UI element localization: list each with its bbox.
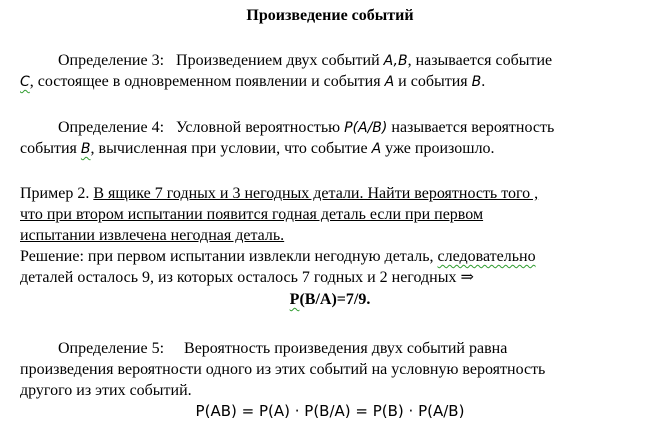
example2-label: Пример 2. bbox=[20, 185, 90, 202]
def4-text: Условной вероятностью bbox=[176, 119, 341, 136]
def4-text: события bbox=[20, 140, 77, 157]
def5-line3 bbox=[20, 381, 192, 401]
def4-line2 bbox=[20, 139, 495, 159]
def3-text: , состоящее в одновременном появлении и события bbox=[29, 73, 381, 90]
def5-line2 bbox=[20, 360, 545, 380]
result-symbol-p: P bbox=[289, 291, 300, 308]
example2-result bbox=[0, 290, 660, 310]
def4-text: называется вероятность bbox=[391, 119, 555, 136]
def5-text: Вероятность произведения двух событий равна bbox=[184, 340, 508, 357]
def4-symbol-pab: P(A/B) bbox=[344, 120, 388, 136]
def3-symbol-ab: A,B bbox=[383, 53, 408, 69]
solution-text: Решение: при первом испытании извлекли негодную деталь, bbox=[20, 248, 434, 265]
example2-solution-line1 bbox=[20, 247, 536, 267]
example2-line3 bbox=[20, 226, 284, 246]
def3-label: Определение 3: bbox=[58, 52, 165, 69]
multiplication-formula: P(AB) = P(A) · P(B/A) = P(B) · P(A/B) bbox=[195, 402, 465, 420]
example2-line1 bbox=[20, 184, 538, 204]
def3-text: , называется событие bbox=[407, 52, 553, 69]
def4-line1 bbox=[58, 118, 554, 138]
def4-symbol-a: A bbox=[371, 141, 382, 157]
def3-text: Произведением двух событий bbox=[176, 52, 380, 69]
def3-symbol-a: A bbox=[384, 74, 395, 90]
def3-symbol-b: B bbox=[471, 74, 482, 90]
example2-line2 bbox=[20, 205, 483, 225]
example2-problem: что при втором испытании появится годная деталь если при первом bbox=[20, 206, 484, 223]
solution-text: деталей осталось 9, из которых осталось 7 годных и 2 негодных bbox=[20, 269, 457, 286]
def4-text: уже произошло. bbox=[385, 140, 495, 157]
page-title: Произведение событий bbox=[246, 7, 414, 24]
def5-label: Определение 5: bbox=[58, 340, 165, 357]
def4-label: Определение 4: bbox=[58, 119, 165, 136]
example2-solution-line2 bbox=[20, 268, 474, 288]
example2-problem: В ящике 7 годных и 3 негодных детали. Найти вероятность того , bbox=[93, 185, 539, 202]
def3-line2 bbox=[20, 72, 485, 92]
def3-line1 bbox=[58, 51, 552, 71]
example2-problem: испытании извлечена негодная деталь. bbox=[20, 227, 285, 244]
def3-text: и события bbox=[398, 73, 468, 90]
result-expression: (B/A)=7/9. bbox=[299, 291, 371, 308]
implies-arrow: ⇒ bbox=[460, 269, 474, 286]
def4-text: , вычисленная при условии, что событие bbox=[90, 140, 368, 157]
def5-text: произведения вероятности одного из этих событий на условную вероятность bbox=[20, 361, 546, 378]
def3-text: . bbox=[481, 73, 486, 90]
solution-text: следовательно bbox=[437, 248, 536, 265]
def5-text: другого из этих событий. bbox=[20, 382, 192, 399]
def4-symbol-b: B bbox=[80, 141, 91, 157]
def3-symbol-c: C bbox=[20, 74, 30, 90]
def5-line1 bbox=[58, 339, 507, 359]
